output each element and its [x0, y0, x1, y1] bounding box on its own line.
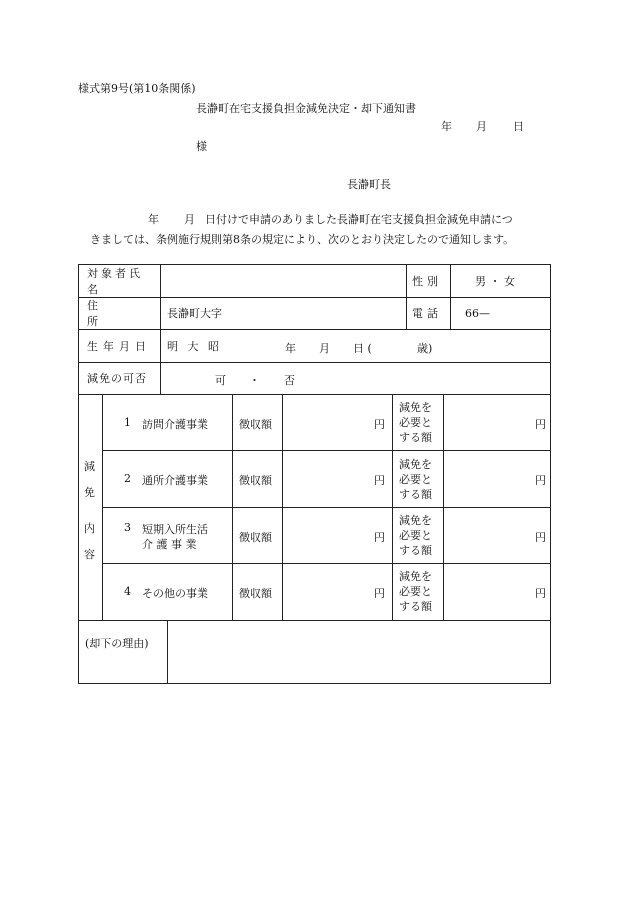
service-name: 短期入所生活 [142, 523, 208, 536]
required-label: 減免を 必要と する額 [399, 570, 432, 613]
content-label-2: 免 [84, 486, 95, 499]
rejection-reason-field[interactable] [168, 621, 550, 683]
date-day: 日 [513, 120, 524, 133]
addressee-suffix: 様 [196, 140, 207, 153]
approval-label: 減免の可否 [87, 372, 147, 385]
phone-field[interactable]: 66— [465, 306, 490, 320]
birth-age: 歳) [417, 342, 433, 355]
required-label: 減免を 必要と する額 [399, 458, 432, 501]
service-number: 3 [124, 521, 131, 534]
birth-month: 月 [319, 342, 330, 355]
era-options: 明 大 昭 [167, 339, 222, 353]
service-number: 2 [124, 472, 131, 485]
body-month: 月 [184, 213, 195, 226]
required-label: 減免を 必要と する額 [399, 514, 432, 557]
name-field[interactable] [161, 265, 406, 297]
service-name: 訪問介護事業 [142, 418, 208, 431]
collected-yen: 円 [374, 474, 385, 487]
document-title: 長瀞町在宅支援負担金減免決定・却下通知書 [196, 102, 416, 115]
address-field[interactable]: 長瀞町大字 [167, 307, 222, 320]
issuer: 長瀞町長 [347, 178, 391, 191]
required-yen: 円 [535, 531, 546, 544]
approval-dot: ・ [249, 374, 260, 387]
date-year: 年 [441, 120, 452, 133]
body-line1: 日付けで申請のありました長瀞町在宅支援負担金減免申請につ [205, 213, 513, 226]
service-number: 1 [124, 416, 131, 429]
date-month: 月 [476, 120, 487, 133]
collected-yen: 円 [374, 587, 385, 600]
required-yen: 円 [535, 587, 546, 600]
required-label: 減免を 必要と する額 [399, 401, 432, 444]
birth-year: 年 [285, 342, 296, 355]
phone-label: 電話 [412, 307, 442, 320]
content-label-3: 内 [84, 522, 95, 535]
service-name: 通所介護事業 [142, 474, 208, 487]
service-name-line2: 介 護 事 業 [142, 538, 197, 551]
form-number: 様式第9号(第10条関係) [78, 82, 196, 95]
birth-day: 日 ( [353, 342, 372, 355]
decision-form-table [78, 264, 551, 684]
collected-label: 徴収額 [239, 531, 272, 544]
required-yen: 円 [535, 418, 546, 431]
collected-yen: 円 [374, 418, 385, 431]
birth-label: 生年月日 [87, 339, 151, 353]
gender-options: 男 ・ 女 [475, 275, 515, 288]
body-year: 年 [148, 213, 159, 226]
name-label: 対象者氏名 [87, 267, 143, 296]
rejection-label: (却下の理由) [85, 637, 149, 650]
required-yen: 円 [535, 474, 546, 487]
address-label: 住所 [87, 299, 136, 328]
service-name: その他の事業 [142, 587, 208, 600]
service-number: 4 [124, 585, 131, 598]
collected-yen: 円 [374, 531, 385, 544]
content-label-1: 減 [84, 460, 95, 473]
collected-label: 徴収額 [239, 474, 272, 487]
approval-yes[interactable]: 可 [215, 374, 226, 387]
collected-label: 徴収額 [239, 587, 272, 600]
approval-no[interactable]: 否 [284, 374, 295, 387]
content-label-4: 容 [84, 548, 95, 561]
collected-label: 徴収額 [239, 418, 272, 431]
gender-label: 性別 [412, 275, 442, 288]
body-line2: きましては、条例施行規則第8条の規定により、次のとおり決定したので通知します。 [90, 233, 515, 246]
